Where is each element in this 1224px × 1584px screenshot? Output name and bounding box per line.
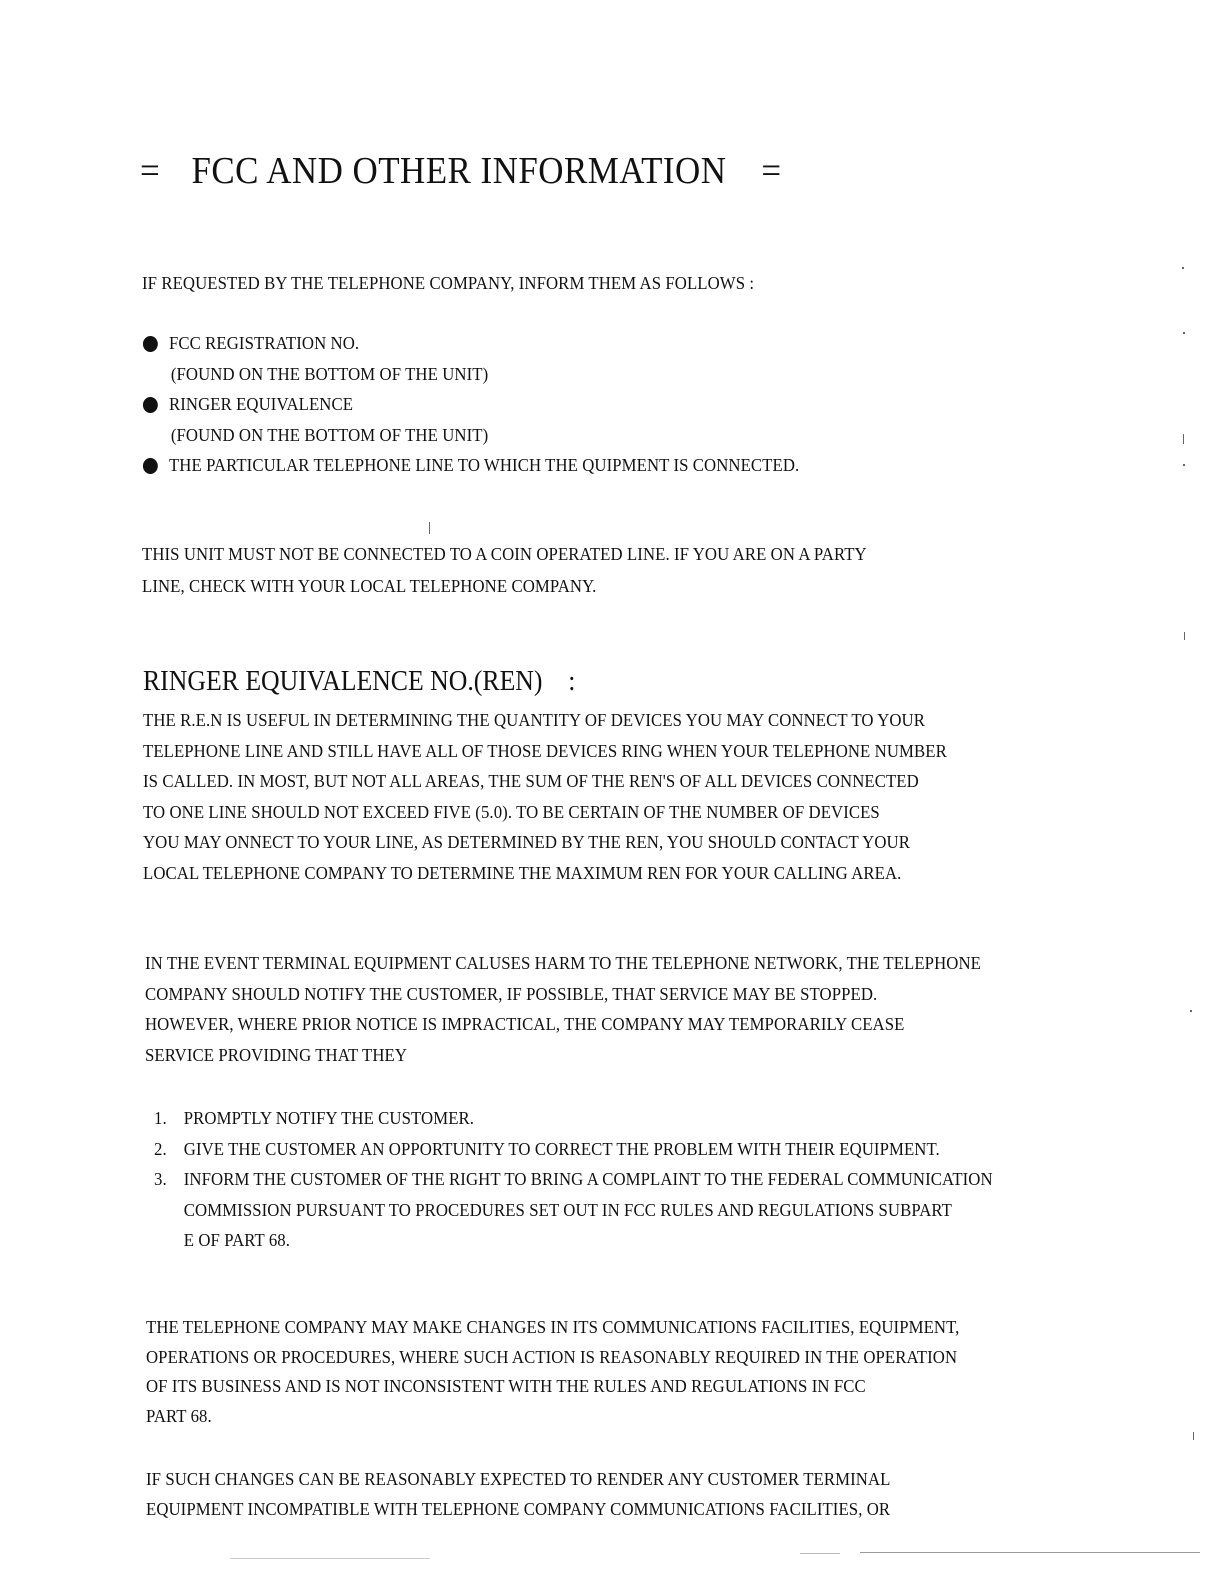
changes-paragraph [146,1313,959,1431]
bullet-label: THE PARTICULAR TELEPHONE LINE TO WHICH THE QUIPMENT IS CONNECTED. [168,455,800,475]
ren-heading-colon: : [568,666,576,697]
paragraph-line: THE R.E.N IS USEFUL IN DETERMINING THE QUANTITY OF DEVICES YOU MAY CONNECT TO YOUR [143,710,925,730]
ren-heading-text: RINGER EQUIVALENCE NO.(REN) [143,666,543,697]
page-title [140,148,782,194]
paragraph-line: OPERATIONS OR PROCEDURES, WHERE SUCH ACTION IS REASONABLY REQUIRED IN THE OPERATION [146,1346,958,1367]
bullet-dot-icon [143,458,158,474]
paragraph-line: EQUIPMENT INCOMPATIBLE WITH TELEPHONE COMPANY COMMUNICATIONS FACILITIES, OR [146,1498,891,1519]
numbered-item [154,1164,993,1195]
item-number: 2. [154,1138,167,1159]
paragraph-line: OF ITS BUSINESS AND IS NOT INCONSISTENT WITH THE RULES AND REGULATIONS IN FCC [146,1376,866,1396]
scan-speck [1183,464,1185,466]
paragraph-line: SERVICE PROVIDING THAT THEY [145,1044,408,1065]
paragraph-line: IN THE EVENT TERMINAL EQUIPMENT CALUSES HARM TO THE TELEPHONE NETWORK, THE TELEPHONE [145,953,981,973]
item-text: PROMPTLY NOTIFY THE CUSTOMER. [183,1108,475,1128]
harm-paragraph [145,948,981,1070]
ren-heading [143,664,575,700]
scan-speck [429,522,430,534]
bullet-dot-icon [143,336,158,352]
item-text: GIVE THE CUSTOMER AN OPPORTUNITY TO CORRECT THE PROBLEM WITH THEIR EQUIPMENT. [183,1138,940,1159]
scan-speck [230,1558,430,1559]
scan-speck [1184,632,1185,640]
bullet-dot-icon [143,397,158,413]
intro-text: IF REQUESTED BY THE TELEPHONE COMPANY, INFORM THEM AS FOLLOWS : [142,273,755,293]
item-number: 1. [154,1108,167,1128]
bullet-list [142,328,799,481]
scan-speck [1183,434,1184,444]
scan-speck [800,1553,840,1554]
bullet-item-telephone-line [142,450,799,481]
numbered-item [154,1103,993,1134]
bullet-item-fcc-registration [142,328,799,359]
paragraph-line: TELEPHONE LINE AND STILL HAVE ALL OF THOSE DEVICES RING WHEN YOUR TELEPHONE NUMBER [143,740,947,761]
scan-speck [1190,1010,1192,1012]
bullet-item-ringer-equivalence [142,389,799,420]
scan-speck [860,1552,1200,1553]
paragraph-line: IF SUCH CHANGES CAN BE REASONABLY EXPECTED TO RENDER ANY CUSTOMER TERMINAL [146,1469,891,1489]
incompatible-paragraph [146,1465,890,1524]
item-text-continued: COMMISSION PURSUANT TO PROCEDURES SET OUT IN FCC RULES AND REGULATIONS SUBPART [183,1199,952,1220]
item-text: INFORM THE CUSTOMER OF THE RIGHT TO BRING A COMPLAINT TO THE FEDERAL COMMUNICATION [183,1169,993,1189]
coin-notice-paragraph [142,538,867,602]
scan-speck [1182,267,1184,269]
paragraph-line: THE TELEPHONE COMPANY MAY MAKE CHANGES IN ITS COMMUNICATIONS FACILITIES, EQUIPMENT, [146,1317,960,1337]
paragraph-line: LINE, CHECK WITH YOUR LOCAL TELEPHONE COMPANY. [142,576,597,596]
paragraph-line: COMPANY SHOULD NOTIFY THE CUSTOMER, IF POSSIBLE, THAT SERVICE MAY BE STOPPED. [145,983,878,1004]
paragraph-line: IS CALLED. IN MOST, BUT NOT ALL AREAS, THE SUM OF THE REN'S OF ALL DEVICES CONNECTED [143,771,919,791]
paragraph-line: PART 68. [146,1405,212,1426]
bullet-label: RINGER EQUIVALENCE [168,394,354,414]
title-right-mark: = [761,150,782,192]
item-number: 3. [154,1169,167,1189]
paragraph-line: LOCAL TELEPHONE COMPANY TO DETERMINE THE MAXIMUM REN FOR YOUR CALLING AREA. [143,862,902,883]
ren-paragraph [143,705,947,888]
title-left-mark: = [140,150,161,192]
paragraph-line: THIS UNIT MUST NOT BE CONNECTED TO A COIN OPERATED LINE. IF YOU ARE ON A PARTY [142,544,867,564]
paragraph-line: HOWEVER, WHERE PRIOR NOTICE IS IMPRACTICAL, THE COMPANY MAY TEMPORARILY CEASE [145,1014,905,1034]
paragraph-line: YOU MAY ONNECT TO YOUR LINE, AS DETERMINED BY THE REN, YOU SHOULD CONTACT YOUR [143,832,910,852]
numbered-item [154,1134,993,1165]
paragraph-line: TO ONE LINE SHOULD NOT EXCEED FIVE (5.0). TO BE CERTAIN OF THE NUMBER OF DEVICES [143,801,880,822]
bullet-label: FCC REGISTRATION NO. [168,333,360,353]
item-text-continued: E OF PART 68. [183,1230,291,1250]
numbered-list [154,1103,993,1256]
title-text: FCC AND OTHER INFORMATION [191,150,727,192]
bullet-note: (FOUND ON THE BOTTOM OF THE UNIT) [170,363,489,384]
bullet-note: (FOUND ON THE BOTTOM OF THE UNIT) [170,424,489,445]
scan-speck [1193,1432,1194,1440]
scan-speck [1183,332,1185,334]
